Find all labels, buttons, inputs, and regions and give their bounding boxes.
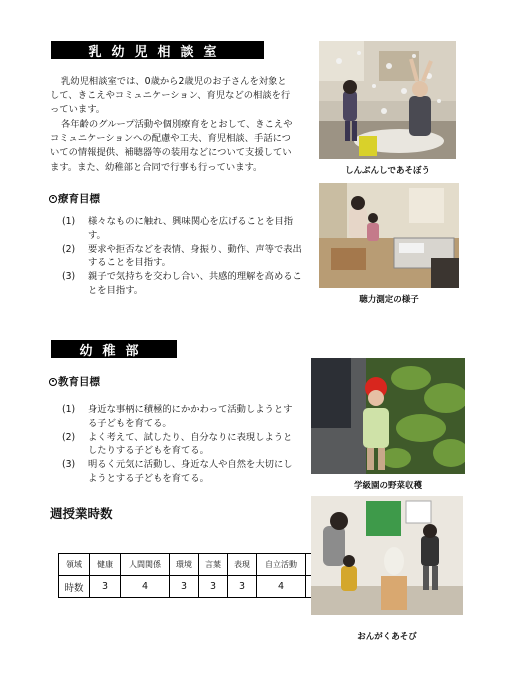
list-number: (3) bbox=[62, 459, 76, 471]
table-cell: 4 bbox=[257, 576, 306, 598]
list-item bbox=[62, 431, 300, 459]
list-text: 要求や拒否などを表情、身振り、動作、声等で表出することを目指す。 bbox=[88, 243, 302, 269]
list-text: 親子で気持ちを交わし合い、共感的理解を高めることを目指す。 bbox=[88, 271, 302, 296]
list-number: (2) bbox=[62, 243, 76, 255]
caption-photo-4: おんがくあそび bbox=[357, 632, 417, 642]
goal-list-infant bbox=[62, 215, 302, 298]
goal-heading-infant bbox=[49, 191, 100, 206]
table-header-cell: 人間関係 bbox=[121, 554, 170, 576]
goal-heading-kindergarten bbox=[49, 374, 100, 389]
table-cell: 時数 bbox=[59, 576, 90, 598]
photo-vegetable-harvest-image bbox=[311, 358, 465, 474]
table-header-cell: 言葉 bbox=[199, 554, 228, 576]
list-text: 様々なものに触れ、興味関心を広げることを目指す。 bbox=[88, 216, 294, 241]
list-item bbox=[62, 458, 300, 486]
list-item bbox=[62, 403, 300, 431]
table-row bbox=[59, 576, 335, 598]
table-cell: 4 bbox=[121, 576, 170, 598]
photo-hearing-test bbox=[319, 183, 459, 288]
list-number: (2) bbox=[62, 431, 76, 443]
photo-hearing-test-image bbox=[319, 183, 459, 288]
goal-heading-text: 療育目標 bbox=[58, 193, 100, 205]
intro-paragraph-2: 各年齢のグループ活動や個別療育をとおして、きこえやコミュニケーションへの配慮や工夫、育児相談、手話についての情報提供、補聴器等の装用などについて支援しています。また、幼稚部と合同で行事も行っています。 bbox=[50, 119, 293, 173]
section-title-infant: 乳幼児相談室 bbox=[51, 41, 264, 59]
list-text: 明るく元気に活動し、身近な人や自然を大切にしようとする子どもを育てる。 bbox=[88, 459, 293, 484]
list-text: よく考えて、試したり、自分なりに表現しようとしたりする子どもを育てる。 bbox=[88, 431, 293, 457]
table-header-row bbox=[59, 554, 335, 576]
photo-music-play bbox=[311, 496, 463, 615]
photo-newspaper-play bbox=[319, 41, 456, 159]
table-cell: 3 bbox=[199, 576, 228, 598]
section-title-kindergarten: 幼稚部 bbox=[51, 340, 177, 358]
table-header-cell: 環境 bbox=[170, 554, 199, 576]
bullet-circle-icon bbox=[49, 378, 57, 386]
table-header-cell: 自立活動 bbox=[257, 554, 306, 576]
table-header-cell: 表現 bbox=[228, 554, 257, 576]
list-item bbox=[62, 243, 302, 271]
list-number: (1) bbox=[62, 216, 76, 227]
caption-photo-3: 学級園の野菜収穫 bbox=[353, 481, 422, 491]
weekly-hours-table bbox=[58, 553, 335, 598]
list-item bbox=[62, 215, 302, 243]
table-header-cell: 健康 bbox=[90, 554, 121, 576]
table-header-cell: 領域 bbox=[59, 554, 90, 576]
bullet-circle-icon bbox=[49, 195, 57, 203]
table-cell: 3 bbox=[170, 576, 199, 598]
goal-heading-text: 教育目標 bbox=[58, 376, 100, 388]
table-cell: 3 bbox=[228, 576, 257, 598]
list-item bbox=[62, 270, 302, 298]
table-cell: 3 bbox=[90, 576, 121, 598]
list-number: (3) bbox=[62, 271, 76, 283]
photo-newspaper-play-image bbox=[319, 41, 456, 159]
caption-photo-2: 聴力測定の様子 bbox=[359, 295, 419, 305]
caption-photo-1: しんぶんしであそぼう bbox=[344, 166, 430, 176]
photo-vegetable-harvest bbox=[311, 358, 465, 474]
list-text: 身近な事柄に積極的にかかわって活動しようとする子どもを育てる。 bbox=[88, 404, 293, 429]
intro-paragraph-1: 乳幼児相談室では、0歳から2歳児のお子さんを対象として、きこえやコミュニケーション、育児などの相談を行っています。 bbox=[50, 76, 291, 116]
list-number: (1) bbox=[62, 404, 76, 415]
weekly-hours-heading: 週授業時数 bbox=[50, 506, 113, 521]
goal-list-kindergarten bbox=[62, 403, 300, 486]
photo-music-play-image bbox=[311, 496, 463, 615]
